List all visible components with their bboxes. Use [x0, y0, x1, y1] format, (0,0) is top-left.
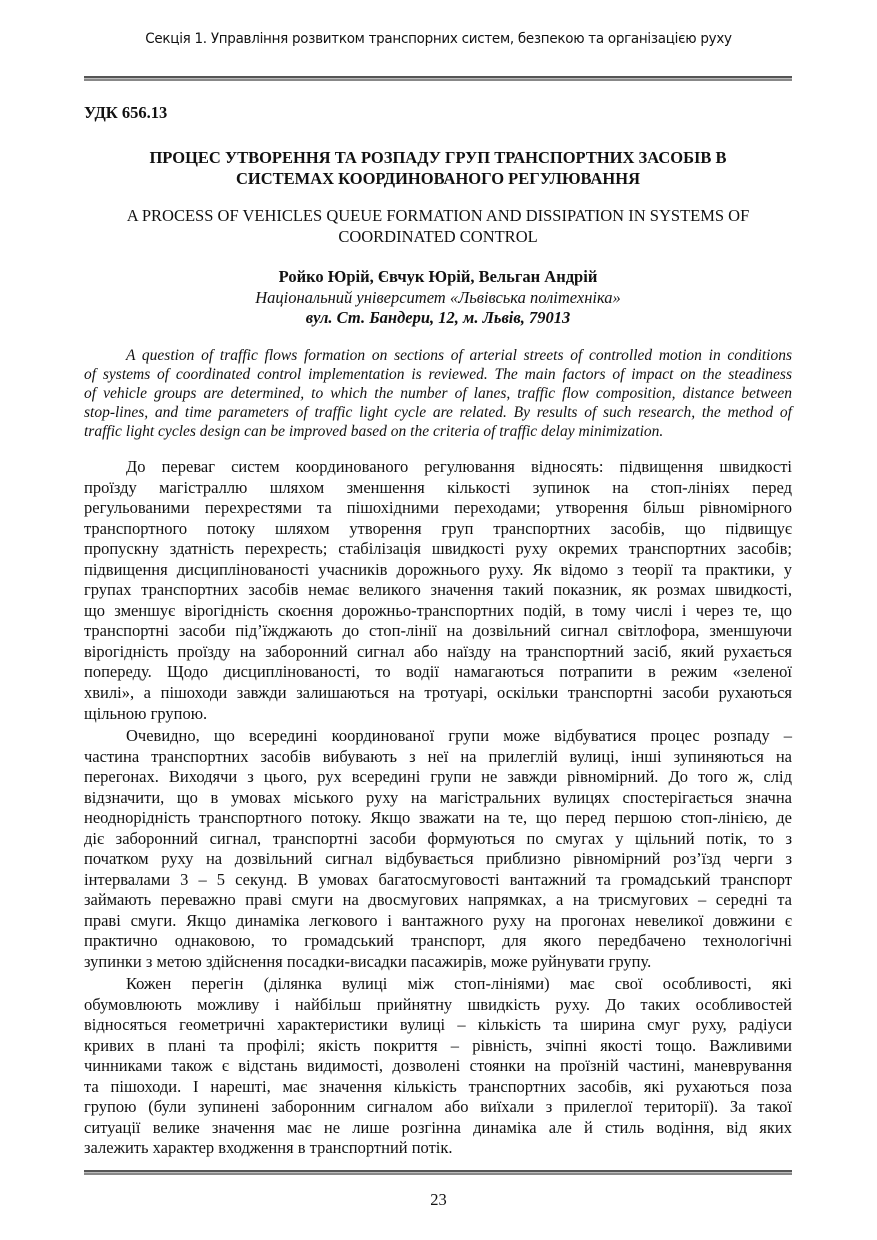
- text-line: кривих в плані та профілі; якість покриття – рівність, зчіпні якості тощо. Важливими: [84, 1035, 792, 1055]
- text-line: обумовлюють можливу і найбільш прийнятну швидкість руху. До таких особливостей: [84, 994, 792, 1014]
- text-line: відносяться геометричні характеристики вулиці – кількість та ширина смуг руху, радіуси: [84, 1015, 792, 1035]
- text-line: Кожен перегін (ділянка вулиці між стоп-лініями) має свої особливості, які: [126, 974, 792, 993]
- text-line: ситуації велике значення має не лише розгінна динаміка але й стиль водіння, від яких: [84, 1117, 792, 1137]
- text-line: перегонах. Виходячи з цього, рух всередині групи не завжди рівномірний. До того ж, слід: [84, 767, 792, 787]
- text-line: відзначити, що в умовах міського руху на магістральних вулицях спостерігається значна: [84, 787, 792, 807]
- title-en-line: A PROCESS OF VEHICLES QUEUE FORMATION AND DISSIPATION IN SYSTEMS OF: [126, 206, 750, 225]
- address: вул. Ст. Бандери, 12, м. Львів, 79013: [305, 308, 571, 327]
- text-line: щільною групою.: [84, 703, 208, 723]
- text-line: займають переважно праві смуги на двосмугових напрямках, а на трисмугових – середні та: [84, 890, 792, 910]
- running-header: Секція 1. Управління розвитком транспорних систем, безпекою та організацією руху: [145, 31, 732, 47]
- text-line: частина транспортних засобів вибувають з неї на прилеглій вулиці, інші зупиняються на: [84, 746, 792, 766]
- affiliation: Національний університет «Львівська політехніка»: [255, 287, 621, 307]
- title-en-line: COORDINATED CONTROL: [338, 227, 538, 246]
- page-number: 23: [430, 1190, 447, 1209]
- text-line: Очевидно, що всередині координованої групи може відбуватися процес розпаду –: [126, 726, 792, 745]
- text-line: неоднорідність транспортного потоку. Якщо зважати на те, що перед першою стоп-лінією, де: [84, 808, 792, 828]
- text-line: зупинки з метою здійснення посадки-висадки пасажирів, може руйнувати групу.: [84, 952, 652, 972]
- title-ua-line: СИСТЕМАХ КООРДИНОВАНОГО РЕГУЛЮВАННЯ: [235, 169, 641, 188]
- text-line: що зменшує вірогідність скоєння дорожньо-транспортних подій, в тому числі і через те, що: [84, 600, 792, 620]
- text-line: проїзду магістраллю шляхом зменшення кількості зупинок на стоп-лініях перед: [84, 477, 792, 497]
- authors: Ройко Юрій, Євчук Юрій, Вельган Андрій: [278, 267, 598, 286]
- udk-code: УДК 656.13: [84, 103, 168, 122]
- title-ua-line: ПРОЦЕС УТВОРЕННЯ ТА РОЗПАДУ ГРУП ТРАНСПОРТНИХ ЗАСОБІВ В: [149, 148, 727, 167]
- header-rule: [84, 76, 792, 81]
- text-line: початком руху на дозвільний сигнал відбувається приблизно рівномірний роз’їзд черги з: [84, 849, 792, 869]
- author-block: [84, 267, 792, 329]
- text-line: чинниками також є відстань видимості, дозволені стоянки на проїзній частині, маневрування: [84, 1056, 792, 1076]
- text-line: регульованими перехрестями та пішохідними переходами; утворення більш рівномірного: [84, 498, 792, 518]
- text-line: інтервалами 3 – 5 секунд. В умовах багатосмуговості вантажний та громадський транспорт: [84, 869, 792, 889]
- text-line: групою (були зупинені заборонним сигналом або виїхали з прилеглої території). За такої: [84, 1097, 792, 1117]
- text-line: залежить характер входження в транспортний потік.: [84, 1138, 453, 1158]
- text-line: попереду. Щодо дисциплінованості, то водії намагаються потрапити в режим «зеленої: [84, 662, 792, 682]
- body-paragraph-2: [84, 726, 792, 973]
- text-line: хвилі», а пішоходи завжди залишаються на тротуарі, оскільки транспортні засоби рухаються: [84, 683, 792, 703]
- text-line: та пішоходи. І нарешті, має значення кількість транспортних засобів, які рухаються поза: [84, 1076, 792, 1096]
- text-line: діє заборонний сигнал, транспортні засоби формуються по смугах у щільний потік, то з: [84, 828, 792, 848]
- text-line: транспортного потоку шляхом утворення груп транспортних засобів, що підвищує: [84, 518, 792, 538]
- text-line: практично однаковою, то громадський транспорт, для якого передбачено технологічні: [84, 931, 792, 951]
- text-line: of vehicle groups are determined, to which the number of lanes, traffic flow composition, distance between: [84, 385, 792, 402]
- text-line: транспортні засоби під’їжджають до стоп-лінії на дозвільний сигнал світлофора, зменшуючи: [84, 621, 792, 641]
- text-line: До переваг систем координованого регулювання відносять: підвищення швидкості: [126, 457, 792, 476]
- text-line: групах транспортних засобів немає великого значення такий показник, як розмах швидкості,: [84, 580, 792, 600]
- body-paragraph-1: [84, 457, 792, 724]
- text-line: traffic light cycles design can be improved based on the criteria of traffic delay minimization.: [84, 423, 664, 440]
- text-line: підвищення дисциплінованості учасників дорожнього руху. Як відомо з теорії та практики, у: [84, 559, 792, 579]
- text-line: пропускну здатність перехресть; стабілізація швидкості руху окремих транспортних засобів;: [84, 539, 792, 559]
- text-line: вірогідність проїзду на заборонний сигнал або наїзду на транспортний засіб, який рухається: [84, 641, 792, 661]
- title-en: [84, 205, 792, 247]
- text-line: stop-lines, and time parameters of traffic light cycle are related. By results of such research, the method of: [84, 404, 792, 421]
- abstract: [84, 346, 792, 441]
- title-ua: [84, 147, 792, 189]
- text-line: of systems of coordinated control implementation is reviewed. The main factors of impact on the steadiness: [84, 366, 792, 383]
- text-line: A question of traffic flows formation on sections of arterial streets of controlled motion in conditions: [126, 347, 792, 364]
- footer-rule: [84, 1170, 792, 1175]
- body-paragraph-3: [84, 974, 792, 1159]
- text-line: праві смуги. Якщо динаміка легкового і вантажного руху на прогонах невеликої довжини є: [84, 910, 792, 930]
